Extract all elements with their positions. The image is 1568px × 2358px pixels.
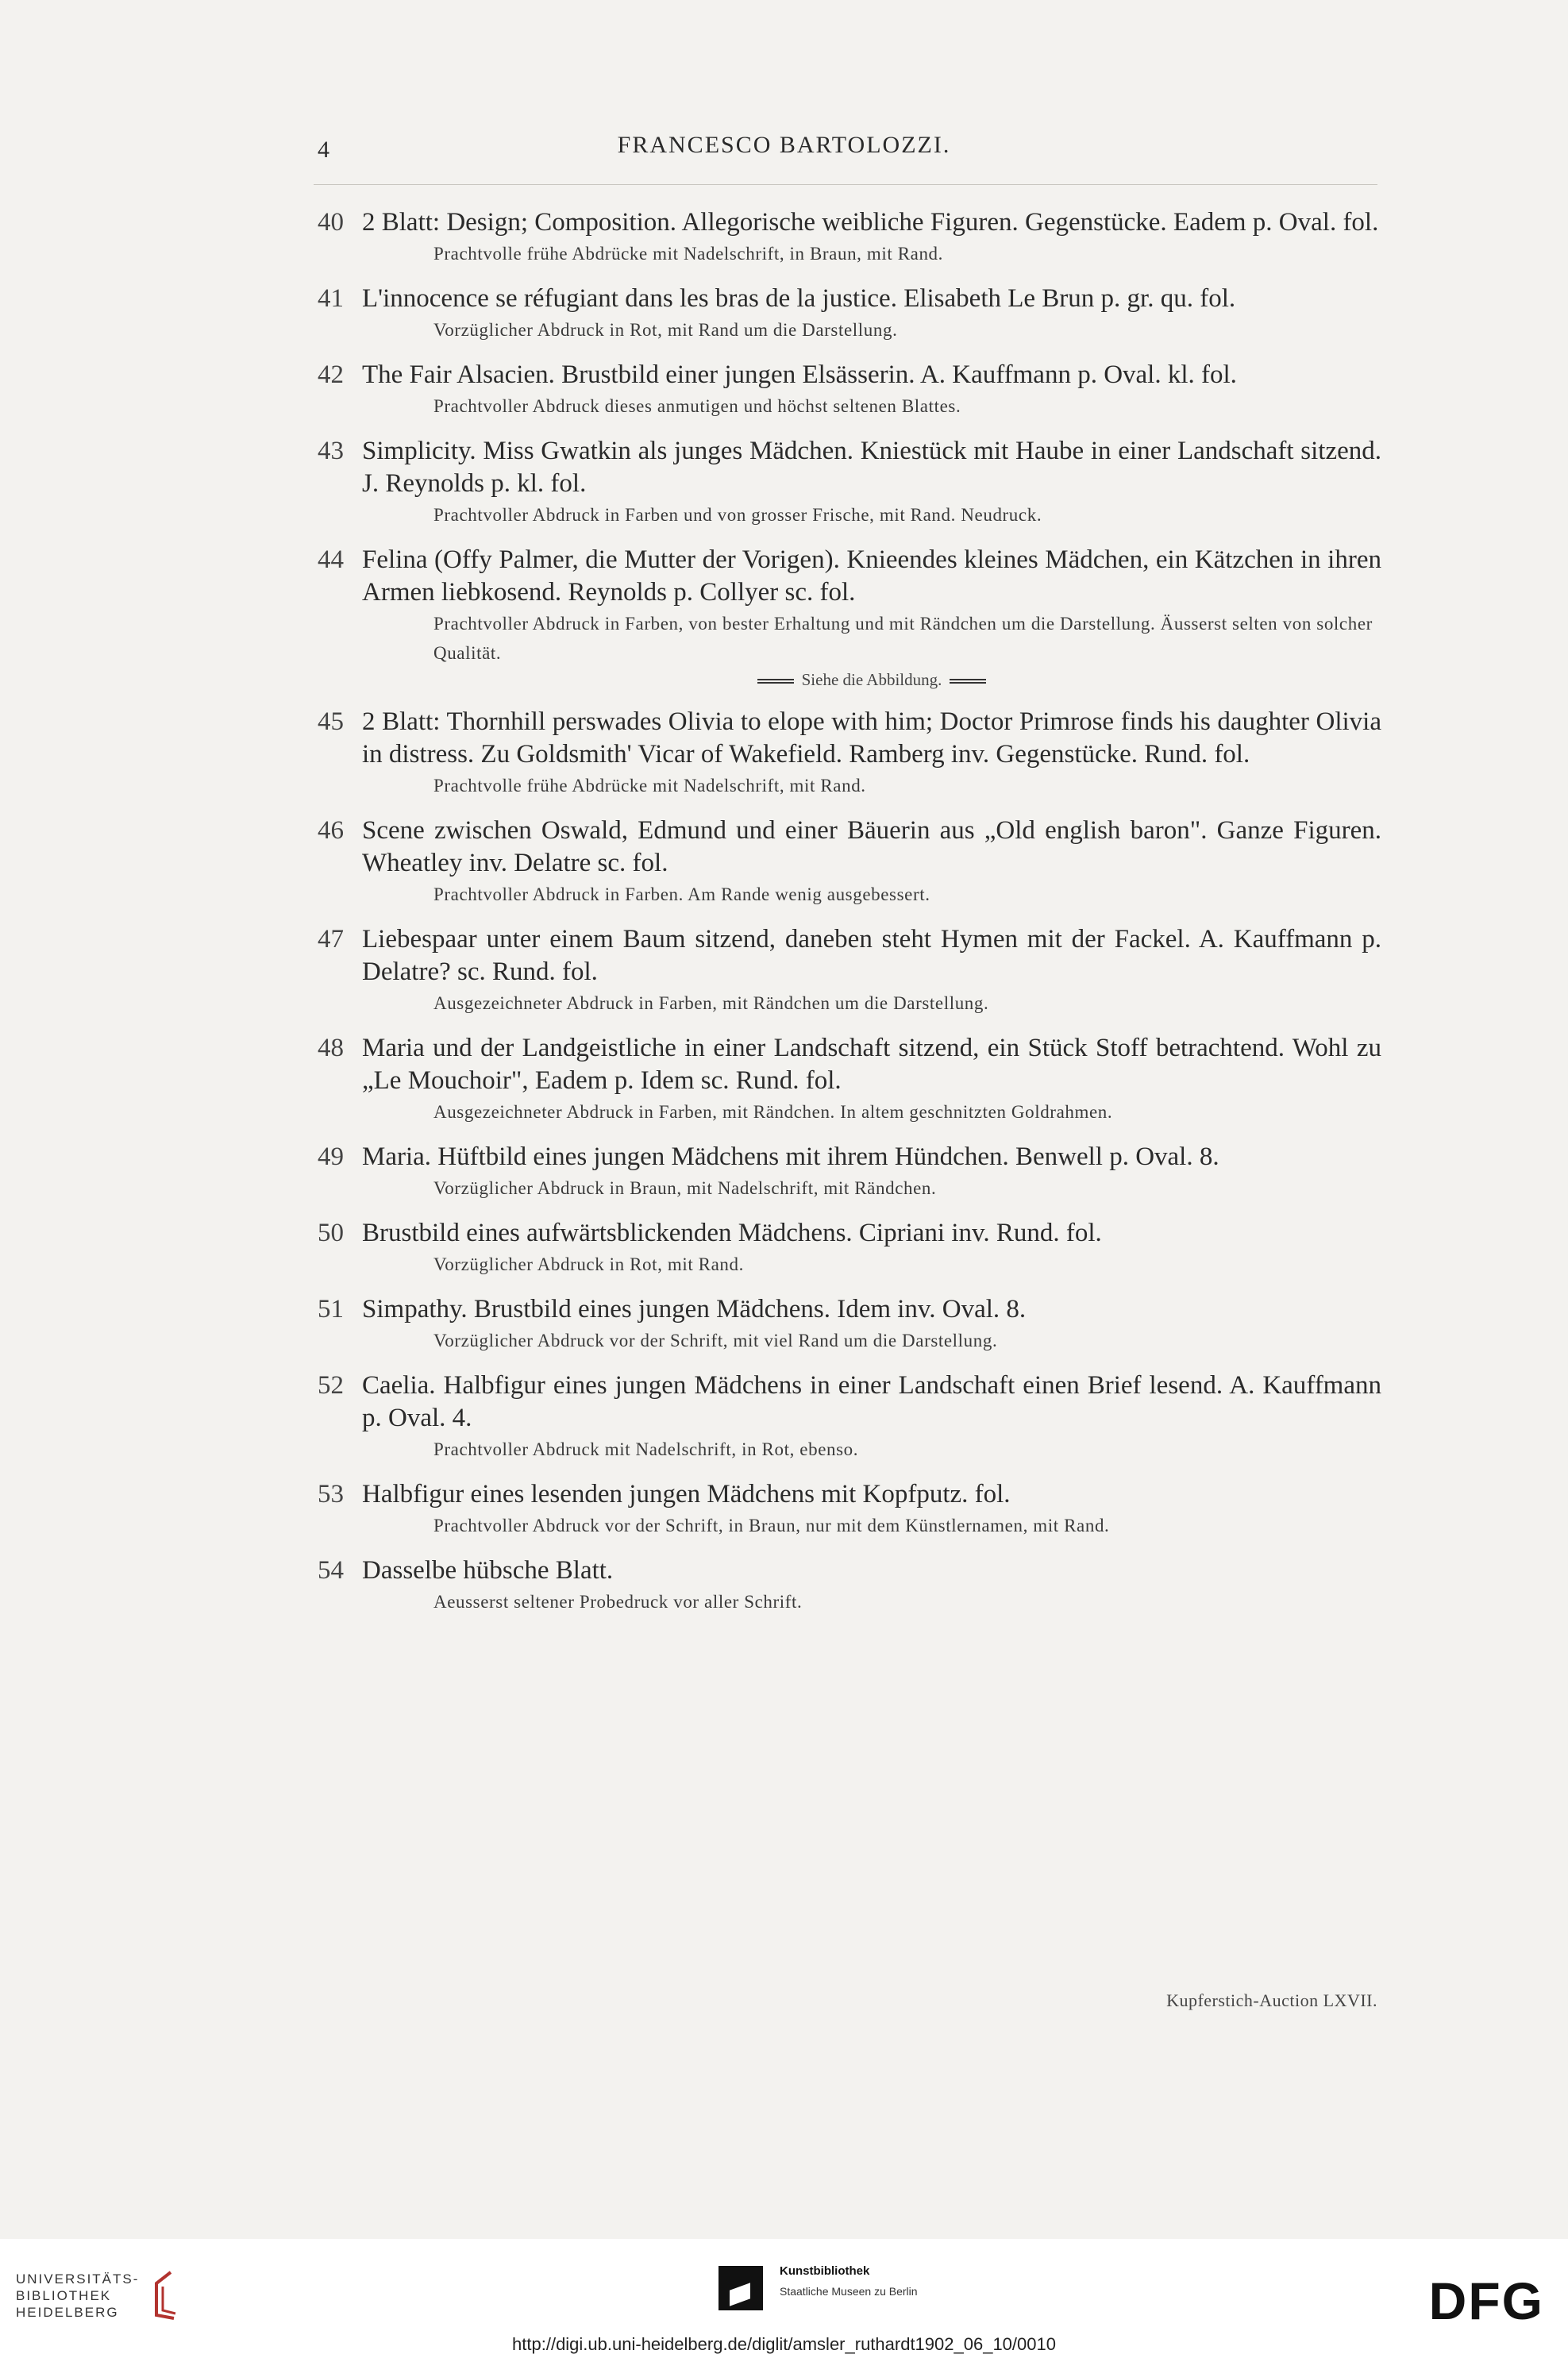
entry-description: 2 Blatt: Design; Composition. Allegorische weibliche Figuren. Gegenstücke. Eadem p. Oval. fol.	[362, 208, 1379, 237]
catalogue-entry	[318, 359, 1381, 421]
entry-description: Simpathy. Brustbild eines jungen Mädchens. Idem inv. Oval. 8.	[362, 1295, 1027, 1323]
heidelberg-library-name	[16, 2271, 139, 2321]
entry-condition-note: Prachtvolle frühe Abdrücke mit Nadelschrift, mit Rand.	[433, 776, 866, 796]
entry-number: 40	[318, 208, 344, 237]
double-rule-right	[950, 679, 986, 684]
entry-number: 47	[318, 925, 344, 954]
kunstbibliothek-name: Kunstbibliothek	[780, 2264, 870, 2278]
entry-condition-note: Prachtvoller Abdruck vor der Schrift, in Braun, nur mit dem Künstlernamen, mit Rand.	[433, 1516, 1110, 1535]
catalogue-entry	[318, 1217, 1381, 1279]
entry-condition-note: Vorzüglicher Abdruck in Rot, mit Rand.	[433, 1254, 744, 1274]
signature-line: Kupferstich-Auction LXVII.	[1166, 1990, 1377, 2010]
entry-description: Brustbild eines aufwärtsblickenden Mädchens. Cipriani inv. Rund. fol.	[362, 1219, 1102, 1247]
catalogue-entry	[318, 1370, 1381, 1464]
entry-condition-note: Vorzüglicher Abdruck vor der Schrift, mit viel Rand um die Darstellung.	[433, 1331, 998, 1350]
entry-condition-note: Vorzüglicher Abdruck in Rot, mit Rand um die Darstellung.	[433, 320, 898, 340]
catalogue-entry	[318, 815, 1381, 909]
entry-condition-note: Ausgezeichneter Abdruck in Farben, mit Rändchen um die Darstellung.	[433, 993, 989, 1013]
entry-number: 45	[318, 707, 344, 736]
illustration-reference	[362, 668, 1381, 692]
entry-condition-note: Prachtvolle frühe Abdrücke mit Nadelschrift, in Braun, mit Rand.	[433, 244, 944, 264]
catalogue-entry	[318, 435, 1381, 530]
double-rule-left	[757, 679, 794, 684]
catalogue-entry	[318, 1141, 1381, 1203]
entry-condition-note: Ausgezeichneter Abdruck in Farben, mit Rändchen. In altem geschnitzten Goldrahmen.	[433, 1102, 1113, 1122]
entry-number: 48	[318, 1034, 344, 1062]
entry-description: Caelia. Halbfigur eines jungen Mädchens in einer Landschaft einen Brief lesend. A. Kauffmann p. Oval. 4.	[362, 1371, 1381, 1432]
catalogue-entry	[318, 706, 1381, 800]
entry-number: 54	[318, 1556, 344, 1585]
catalogue-entry	[318, 1555, 1381, 1616]
entry-description: Dasselbe hübsche Blatt.	[362, 1556, 614, 1585]
catalogue-entry	[318, 283, 1381, 345]
heidelberg-logo-icon	[139, 2267, 187, 2323]
entry-description: Halbfigur eines lesenden jungen Mädchens mit Kopfputz. fol.	[362, 1480, 1011, 1508]
entry-description: Scene zwischen Oswald, Edmund und einer Bäuerin aus „Old english baron". Ganze Figuren. Wheatley inv. Delatre sc. fol.	[362, 816, 1381, 877]
entry-condition-note: Prachtvoller Abdruck in Farben und von grosser Frische, mit Rand. Neudruck.	[433, 505, 1042, 525]
entry-description: Felina (Offy Palmer, die Mutter der Vorigen). Knieendes kleines Mädchen, ein Kätzchen in ihren Armen liebkosend. Reynolds p. Collyer sc. fol.	[362, 545, 1381, 607]
header-rule	[314, 184, 1377, 185]
entry-condition-note: Vorzüglicher Abdruck in Braun, mit Nadelschrift, mit Rändchen.	[433, 1178, 937, 1198]
kunstbibliothek-logo-icon	[719, 2266, 763, 2310]
entry-number: 44	[318, 545, 344, 574]
entry-description: Maria und der Landgeistliche in einer Landschaft sitzend, ein Stück Stoff betrachtend. Wohl zu „Le Mouchoir", Eadem p. Idem sc. Rund. fol.	[362, 1034, 1381, 1095]
entry-number: 52	[318, 1371, 344, 1400]
catalogue-entry	[318, 206, 1381, 268]
entry-description: Simplicity. Miss Gwatkin als junges Mädchen. Kniestück mit Haube in einer Landschaft sitzend. J. Reynolds p. kl. fol.	[362, 437, 1381, 498]
illustration-reference-text: Siehe die Abbildung.	[801, 670, 942, 689]
entry-condition-note: Aeusserst seltener Probedruck vor aller Schrift.	[433, 1592, 803, 1612]
entry-number: 46	[318, 816, 344, 845]
entry-condition-note: Prachtvoller Abdruck mit Nadelschrift, in Rot, ebenso.	[433, 1439, 859, 1459]
entry-condition-note: Prachtvoller Abdruck dieses anmutigen und höchst seltenen Blattes.	[433, 396, 961, 416]
library-line: UNIVERSITÄTS-	[16, 2271, 140, 2287]
entry-number: 41	[318, 284, 344, 313]
catalogue-entries	[318, 206, 1381, 1631]
entry-number: 43	[318, 437, 344, 465]
catalogue-entry	[318, 1478, 1381, 1540]
permalink-url[interactable]: http://digi.ub.uni-heidelberg.de/diglit/amsler_ruthardt1902_06_10/0010	[512, 2334, 1056, 2354]
kunstbibliothek-subtitle: Staatliche Museen zu Berlin	[780, 2285, 918, 2298]
entry-number: 42	[318, 360, 344, 389]
catalogue-entry	[318, 1293, 1381, 1355]
library-line: HEIDELBERG	[16, 2305, 119, 2320]
entry-number: 51	[318, 1295, 344, 1323]
entry-condition-note: Prachtvoller Abdruck in Farben. Am Rande wenig ausgebessert.	[433, 884, 930, 904]
entry-description: Liebespaar unter einem Baum sitzend, daneben steht Hymen mit der Fackel. A. Kauffmann p. Delatre? sc. Rund. fol.	[362, 925, 1381, 986]
entry-description: L'innocence se réfugiant dans les bras de la justice. Elisabeth Le Brun p. gr. qu. fol.	[362, 284, 1236, 313]
entry-condition-note: Prachtvoller Abdruck in Farben, von bester Erhaltung und mit Rändchen um die Darstellung. Äusserst selten von solcher Qualität.	[433, 614, 1373, 663]
digitization-footer	[0, 2239, 1568, 2358]
dfg-logo: DFG	[1428, 2271, 1544, 2330]
running-title: FRANCESCO BARTOLOZZI.	[617, 132, 951, 158]
catalogue-entry	[318, 1032, 1381, 1127]
page-number: 4	[318, 137, 329, 163]
library-line: BIBLIOTHEK	[16, 2288, 112, 2303]
catalogue-entry	[318, 923, 1381, 1018]
entry-description: 2 Blatt: Thornhill perswades Olivia to elope with him; Doctor Primrose finds his daughter Olivia in distress. Zu Goldsmith' Vicar of Wakefield. Ramberg inv. Gegenstücke. Rund. fol.	[362, 707, 1381, 769]
entry-description: Maria. Hüftbild eines jungen Mädchens mit ihrem Hündchen. Benwell p. Oval. 8.	[362, 1142, 1219, 1171]
entry-number: 53	[318, 1480, 344, 1508]
entry-description: The Fair Alsacien. Brustbild einer jungen Elsässerin. A. Kauffmann p. Oval. kl. fol.	[362, 360, 1237, 389]
entry-number: 49	[318, 1142, 344, 1171]
entry-number: 50	[318, 1219, 344, 1247]
catalogue-entry	[318, 544, 1381, 692]
